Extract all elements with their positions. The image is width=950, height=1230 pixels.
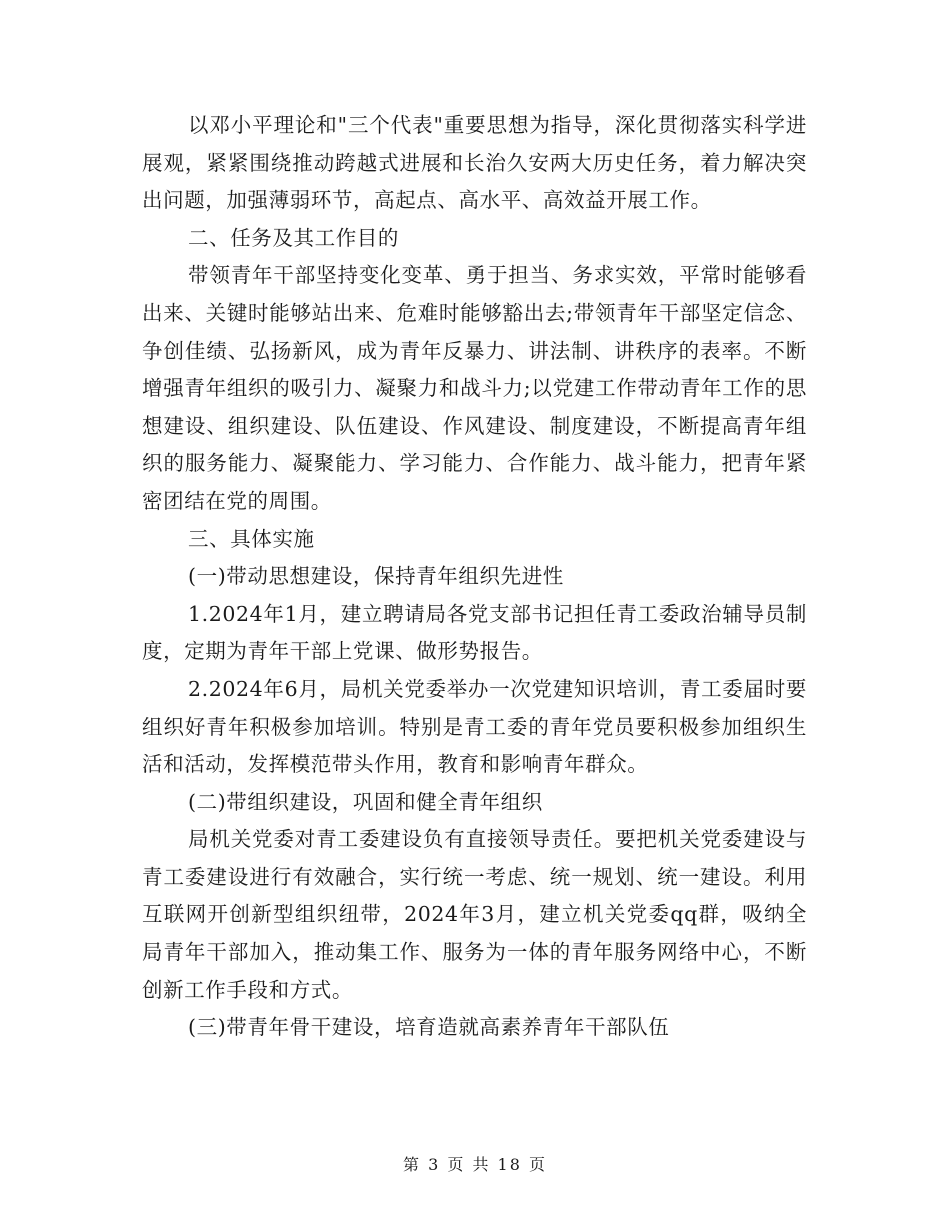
paragraph-task-goals: 带领青年干部坚持变化变革、勇于担当、务求实效，平常时能够看出来、关键时能够站出来、危难时能够豁出去;带领青年干部坚定信念、争创佳绩、弘扬新风，成为青年反暴力、讲法制、讲秩序的表率。不断增强青年组织的吸引力、凝聚力和战斗力;以党建工作带动青年工作的思想建设、组织建设、队伍建设、作风建设、制度建设，不断提高青年组织的服务能力、凝聚能力、学习能力、合作能力、战斗能力，把青年紧密团结在党的周围。 — [142, 263, 807, 513]
footer-prefix: 第 — [402, 1155, 421, 1174]
document-body — [142, 107, 807, 1047]
page-footer — [0, 1152, 950, 1175]
footer-suffix: 页 — [529, 1155, 548, 1174]
section-heading-tasks: 二、任务及其工作目的 — [188, 225, 399, 250]
subheading-backbone-building: (三)带青年骨干建设，培育造就高素养青年干部队伍 — [188, 1015, 670, 1040]
paragraph-organization: 局机关党委对青工委建设负有直接领导责任。要把机关党委建设与青工委建设进行有效融合，实行统一考虑、统一规划、统一建设。利用互联网开创新型组织纽带，2024年3月，建立机关党委qq群，吸纳全局青年干部加入，推动集工作、服务为一体的青年服务网络中心，不断创新工作手段和方式。 — [142, 827, 807, 1002]
total-pages: 18 — [497, 1155, 522, 1174]
subheading-organization-building: (二)带组织建设，巩固和健全青年组织 — [188, 789, 543, 814]
paragraph-item-2: 2.2024年6月，局机关党委举办一次党建知识培训，青工委届时要组织好青年积极参加培训。特别是青工委的青年党员要积极参加组织生活和活动，发挥模范带头作用，教育和影响青年群众。 — [142, 676, 807, 777]
footer-middle: 页 共 — [447, 1155, 491, 1174]
subheading-ideological-building: (一)带动思想建设，保持青年组织先进性 — [188, 564, 564, 589]
page-number: 3 — [428, 1155, 441, 1174]
paragraph-item-1: 1.2024年1月，建立聘请局各党支部书记担任青工委政治辅导员制度，定期为青年干部上党课、做形势报告。 — [142, 601, 807, 664]
section-heading-implementation: 三、具体实施 — [188, 526, 315, 551]
paragraph-guiding-ideology: 以邓小平理论和"三个代表"重要思想为指导，深化贯彻落实科学进展观，紧紧围绕推动跨越式进展和长治久安两大历史任务，着力解决突出问题，加强薄弱环节，高起点、高水平、高效益开展工作。 — [142, 113, 807, 213]
